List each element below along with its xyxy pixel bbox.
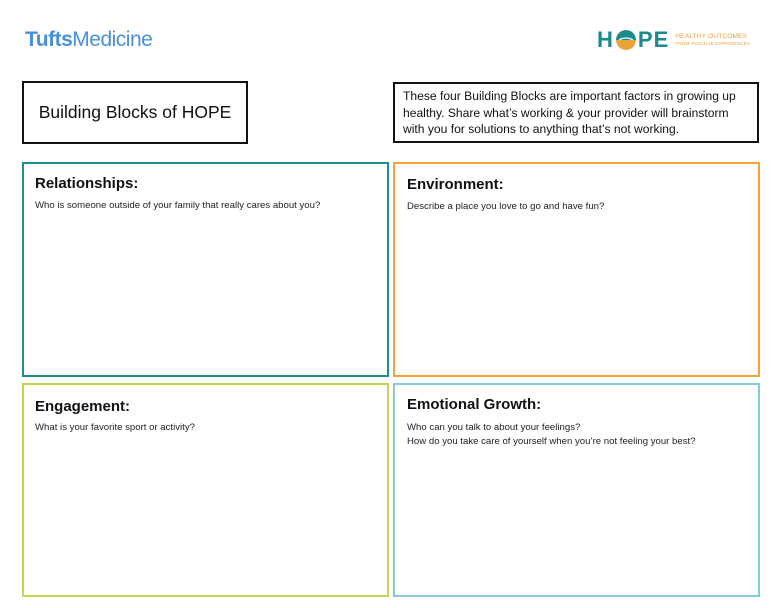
environment-heading: Environment: [407,176,504,193]
relationships-question: Who is someone outside of your family that really cares about you? [35,200,321,211]
tufts-logo-light: Medicine [72,28,153,51]
hope-wordmark [597,28,669,52]
emotional-growth-block [393,383,760,597]
relationships-heading: Relationships: [35,175,139,192]
intro-text: These four Building Blocks are important factors in growing up healthy. Share what’s working & your provider will brainstorm with you for solutions to anything that’s not working. [393,82,759,143]
environment-question: Describe a place you love to go and have fun? [407,201,605,212]
tufts-logo-bold: Tufts [25,28,73,51]
relationships-block [22,162,389,377]
hope-letter-e: E [653,27,670,52]
hope-letter-h: H [597,27,614,52]
emotional-growth-question-1: Who can you talk to about your feelings? [407,422,581,433]
hope-tagline [675,33,750,47]
hope-tagline-line1: HEALTHY OUTCOMES [675,33,748,40]
tufts-medicine-logo [25,27,152,53]
environment-block [393,162,760,377]
hope-tagline-line2: FROM POSITIVE EXPERIENCES [675,41,751,46]
page-title: Building Blocks of HOPE [22,81,248,144]
emotional-growth-question-2: How do you take care of yourself when you’re not feeling your best? [407,436,696,447]
hope-logo [597,27,750,53]
engagement-block [22,383,389,597]
hope-o-icon [616,30,636,50]
emotional-growth-heading: Emotional Growth: [407,396,542,413]
hope-letter-p: P [637,27,654,52]
engagement-question: What is your favorite sport or activity? [35,422,195,433]
engagement-heading: Engagement: [35,398,131,415]
